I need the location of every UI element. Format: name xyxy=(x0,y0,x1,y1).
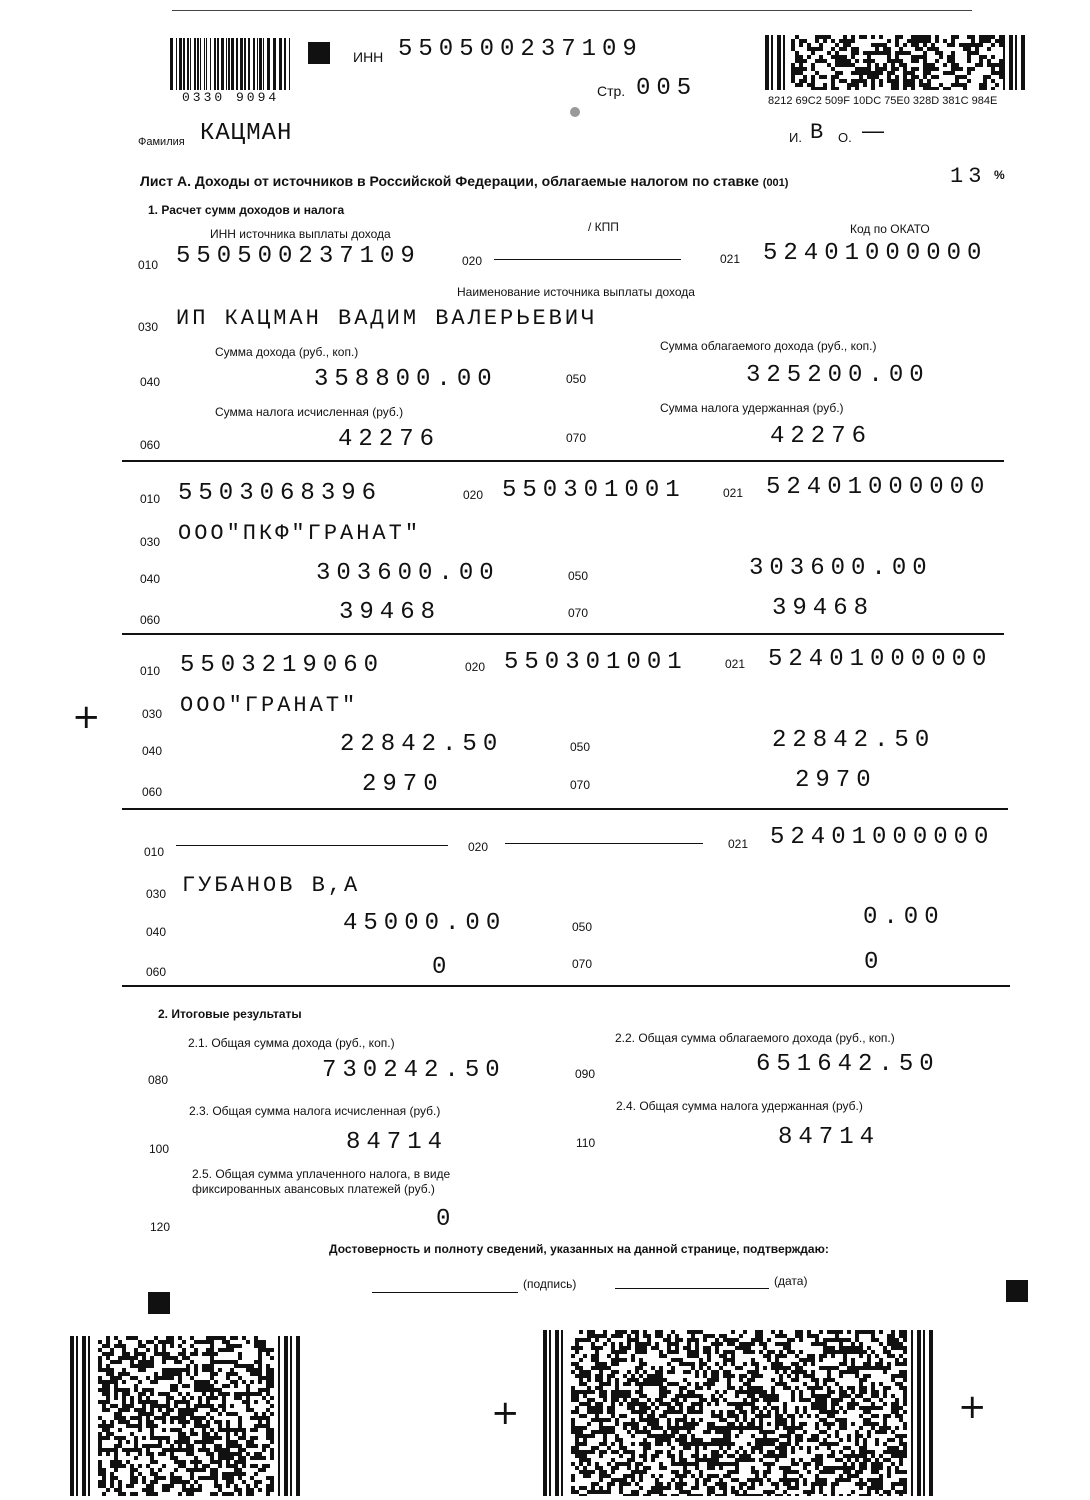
divider-3 xyxy=(122,808,1008,810)
code-120: 120 xyxy=(150,1220,171,1234)
code-021: 021 xyxy=(723,486,744,500)
source3-kpp: 550301001 xyxy=(504,649,688,676)
rate-code: (001) xyxy=(762,177,789,189)
code-050: 050 xyxy=(566,372,587,386)
source2-taxable: 303600.00 xyxy=(749,555,933,582)
source1-inn: 550500237109 xyxy=(176,243,421,270)
code-021: 021 xyxy=(728,837,749,851)
source4-kpp-line xyxy=(505,843,703,844)
code-050: 050 xyxy=(570,740,591,754)
total-tax-withheld: 84714 xyxy=(778,1124,881,1151)
code-060: 060 xyxy=(142,785,163,799)
code-010: 010 xyxy=(138,258,159,272)
section2-title: 2. Итоговые результаты xyxy=(158,1007,302,1021)
code-110: 110 xyxy=(576,1136,596,1150)
code-050: 050 xyxy=(568,569,589,583)
label-2-1: 2.1. Общая сумма дохода (руб., коп.) xyxy=(188,1036,395,1050)
code-040: 040 xyxy=(140,375,161,389)
label-2-5b: фиксированных авансовых платежей (руб.) xyxy=(192,1182,435,1196)
marker-square-bottom-left xyxy=(148,1292,170,1314)
barcode-left-number: 0330 9094 xyxy=(182,90,280,105)
signature-label: (подпись) xyxy=(523,1277,577,1291)
source4-income: 45000.00 xyxy=(343,910,507,937)
section1-title: 1. Расчет сумм доходов и налога xyxy=(148,203,345,217)
registration-cross-bottom-right: + xyxy=(958,1387,987,1427)
label-2-3: 2.3. Общая сумма налога исчисленная (руб.) xyxy=(189,1104,441,1118)
source2-kpp: 550301001 xyxy=(502,477,686,504)
initial-i-label: И. xyxy=(789,130,802,145)
label-tax-calc: Сумма налога исчисленная (руб.) xyxy=(215,405,404,419)
source2-name: ООО"ПКФ"ГРАНАТ" xyxy=(178,521,422,546)
code-060: 060 xyxy=(140,438,161,452)
date-line xyxy=(615,1288,769,1289)
registration-cross-bottom-center: + xyxy=(491,1393,520,1433)
code-070: 070 xyxy=(566,431,587,445)
rate-unit: % xyxy=(994,168,1005,182)
inn-value: 550500237109 xyxy=(398,36,643,63)
code-021: 021 xyxy=(725,657,746,671)
label-2-4: 2.4. Общая сумма налога удержанная (руб.) xyxy=(616,1099,863,1113)
rate-value: 13 xyxy=(950,164,987,189)
code-050: 050 xyxy=(572,920,593,934)
source1-kpp-line xyxy=(494,259,681,260)
source2-tax-calc: 39468 xyxy=(339,599,442,626)
surname-label: Фамилия xyxy=(138,136,185,148)
initial-i-value: В xyxy=(810,120,824,145)
code-040: 040 xyxy=(142,744,163,758)
source4-inn-line xyxy=(176,845,448,846)
code-060: 060 xyxy=(140,613,161,627)
code-020: 020 xyxy=(462,254,483,268)
barcode-bottom-left-2d xyxy=(70,1336,302,1496)
label-kpp: / КПП xyxy=(588,220,619,234)
confirmation-text: Достоверность и полноту сведений, указанных на данной странице, подтверждаю: xyxy=(329,1242,829,1256)
divider-1 xyxy=(122,460,1004,462)
label-2-5a: 2.5. Общая сумма уплаченного налога, в виде xyxy=(192,1167,451,1181)
code-090: 090 xyxy=(575,1067,596,1081)
code-030: 030 xyxy=(146,887,167,901)
source4-name: ГУБАНОВ В,А xyxy=(182,873,361,898)
sheet-title xyxy=(140,173,788,189)
code-030: 030 xyxy=(138,320,159,334)
source1-income: 358800.00 xyxy=(314,366,498,393)
label-okato: Код по ОКАТО xyxy=(850,222,930,236)
source2-income: 303600.00 xyxy=(316,560,500,587)
source1-taxable: 325200.00 xyxy=(746,362,930,389)
code-060: 060 xyxy=(146,965,167,979)
surname-value: КАЦМАН xyxy=(200,120,293,147)
sheet-title-text: Лист А. Доходы от источников в Российской Федерации, облагаемые налогом по ставке xyxy=(140,173,759,189)
source2-inn: 5503068396 xyxy=(178,480,383,507)
code-030: 030 xyxy=(140,535,161,549)
source4-tax-withheld: 0 xyxy=(864,949,885,976)
barcode-left xyxy=(170,38,292,90)
source1-name: ИП КАЦМАН ВАДИМ ВАЛЕРЬЕВИЧ xyxy=(176,306,598,331)
source1-okato: 52401000000 xyxy=(763,240,988,267)
page-top-edge xyxy=(172,10,972,11)
marker-square-bottom-right xyxy=(1006,1280,1028,1302)
marker-square-top xyxy=(308,42,330,64)
total-tax-calc: 84714 xyxy=(346,1129,449,1156)
total-fixed-advance: 0 xyxy=(436,1206,457,1233)
label-tax-withheld: Сумма налога удержанная (руб.) xyxy=(660,401,844,415)
label-income: Сумма дохода (руб., коп.) xyxy=(215,345,359,359)
inn-label: ИНН xyxy=(353,49,384,65)
registration-cross-left: + xyxy=(72,697,101,737)
source3-taxable: 22842.50 xyxy=(772,727,936,754)
source4-taxable: 0.00 xyxy=(863,904,945,931)
page-value: 005 xyxy=(636,75,698,102)
total-taxable: 651642.50 xyxy=(756,1051,940,1078)
source3-income: 22842.50 xyxy=(340,731,504,758)
code-100: 100 xyxy=(149,1142,170,1156)
source4-tax-calc: 0 xyxy=(432,954,453,981)
source1-tax-calc: 42276 xyxy=(338,426,441,453)
source3-name: ООО"ГРАНАТ" xyxy=(180,693,359,718)
source1-tax-withheld: 42276 xyxy=(770,423,873,450)
code-070: 070 xyxy=(572,957,593,971)
code-020: 020 xyxy=(463,488,484,502)
code-010: 010 xyxy=(140,492,161,506)
code-010: 010 xyxy=(140,664,161,678)
source3-inn: 5503219060 xyxy=(180,652,385,679)
label-inn-source: ИНН источника выплаты дохода xyxy=(210,227,391,241)
code-040: 040 xyxy=(146,925,167,939)
code-040: 040 xyxy=(140,572,161,586)
divider-4 xyxy=(122,985,1010,987)
label-taxable: Сумма облагаемого дохода (руб., коп.) xyxy=(660,339,877,353)
source3-tax-withheld: 2970 xyxy=(795,767,877,794)
barcode-bottom-right-2d xyxy=(543,1330,935,1496)
punch-dot xyxy=(570,107,580,117)
source3-okato: 52401000000 xyxy=(768,646,993,673)
code-070: 070 xyxy=(568,606,589,620)
page-label: Стр. xyxy=(597,83,626,99)
code-020: 020 xyxy=(465,660,486,674)
code-080: 080 xyxy=(148,1073,169,1087)
code-070: 070 xyxy=(570,778,591,792)
divider-2 xyxy=(122,633,1004,635)
total-income: 730242.50 xyxy=(322,1057,506,1084)
signature-line xyxy=(372,1292,518,1293)
initial-o-label: О. xyxy=(838,130,852,145)
barcode-right-2d xyxy=(765,35,1027,90)
code-021: 021 xyxy=(720,252,741,266)
label-source-name: Наименование источника выплаты дохода xyxy=(457,285,695,299)
code-030: 030 xyxy=(142,707,163,721)
source4-okato: 52401000000 xyxy=(770,824,995,851)
initial-o-value: — xyxy=(862,118,884,143)
source2-tax-withheld: 39468 xyxy=(772,595,875,622)
date-label: (дата) xyxy=(774,1274,808,1288)
label-2-2: 2.2. Общая сумма облагаемого дохода (руб., коп.) xyxy=(615,1031,895,1045)
source3-tax-calc: 2970 xyxy=(362,771,444,798)
code-020: 020 xyxy=(468,840,489,854)
source2-okato: 52401000000 xyxy=(766,474,991,501)
barcode-right-code: 8212 69C2 509F 10DC 75E0 328D 381C 984E xyxy=(768,95,998,107)
code-010: 010 xyxy=(144,845,165,859)
